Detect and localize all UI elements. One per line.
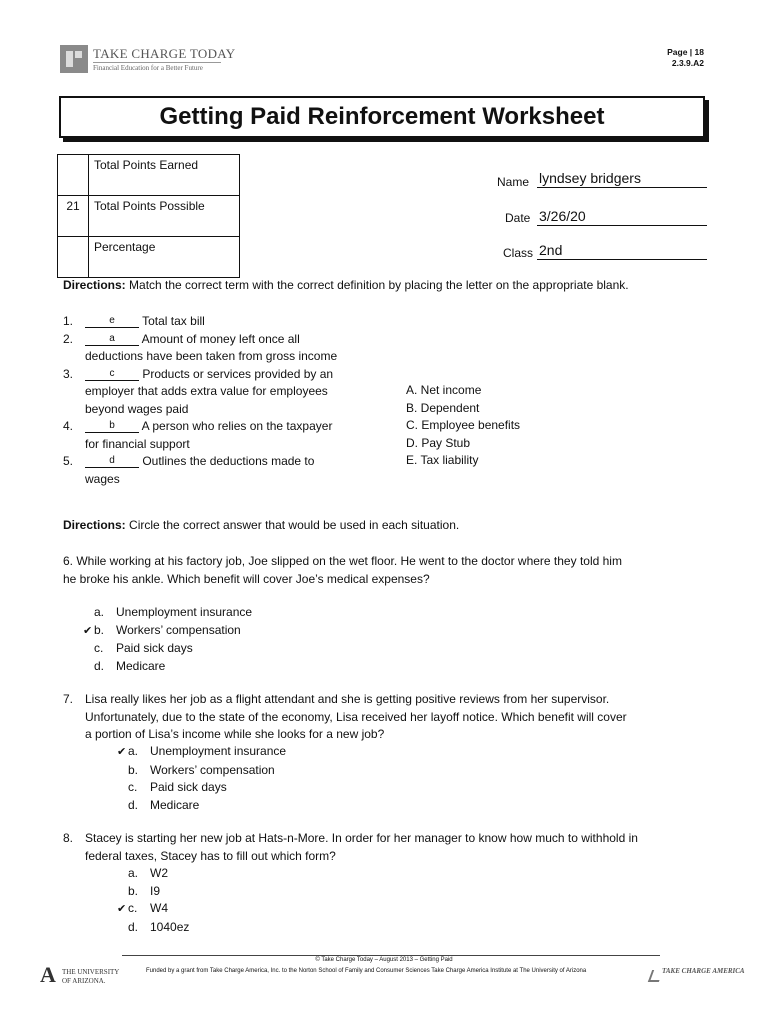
question-text: he broke his ankle. Which benefit will cover Joe’s medical expenses? bbox=[63, 571, 430, 586]
table-row bbox=[58, 155, 240, 196]
class-field[interactable]: 2nd bbox=[537, 242, 707, 260]
option-b[interactable]: b. I9 bbox=[128, 883, 161, 898]
option-a[interactable]: ✔ a. Unemployment insurance bbox=[117, 743, 286, 762]
option-b[interactable]: ✔ b. Workers’ compensation bbox=[83, 622, 252, 641]
question-8-options bbox=[117, 865, 189, 936]
option-d[interactable]: d. 1040ez bbox=[128, 919, 190, 934]
question-8 bbox=[63, 830, 743, 865]
question-text: federal taxes, Stacey has to fill out which form? bbox=[85, 848, 336, 863]
matching-directions bbox=[63, 277, 723, 295]
list-item: 5. d Outlines the deductions made to wages bbox=[63, 454, 315, 486]
date-field[interactable]: 3/26/20 bbox=[537, 208, 707, 226]
org-name: TAKE CHARGE TODAY bbox=[93, 46, 236, 61]
footer-divider bbox=[122, 955, 660, 956]
check-icon: ✔ bbox=[117, 903, 127, 915]
take-charge-america-name: TAKE CHARGE AMERICA bbox=[662, 967, 745, 975]
org-tagline: Financial Education for a Better Future bbox=[93, 64, 203, 72]
question-6 bbox=[63, 553, 743, 588]
class-label: Class bbox=[503, 246, 534, 260]
check-icon: ✔ bbox=[83, 624, 93, 637]
logo-divider bbox=[93, 62, 221, 63]
question-text: 7. Lisa really likes her job as a flight attendant and she is getting positive reviews from her supervisor. bbox=[63, 692, 610, 706]
terms-list bbox=[406, 382, 520, 470]
answer-blank[interactable]: c bbox=[85, 369, 139, 381]
footer-copyright: © Take Charge Today – August 2013 – Getting Paid bbox=[315, 957, 453, 963]
university-of-arizona-logo-icon: A bbox=[40, 962, 56, 987]
option-d[interactable]: d. Medicare bbox=[94, 658, 166, 673]
question-6-options bbox=[83, 604, 252, 675]
page-number-block bbox=[667, 47, 704, 69]
doc-code: 2.3.9.A2 bbox=[671, 58, 704, 68]
points-earned-value[interactable] bbox=[58, 155, 89, 196]
option-c[interactable]: ✔ c. W4 bbox=[117, 900, 189, 919]
page-label: Page | 18 bbox=[667, 47, 704, 57]
circle-directions bbox=[63, 517, 459, 535]
answer-blank[interactable]: d bbox=[85, 456, 139, 468]
term-item: C. Employee benefits bbox=[406, 418, 521, 432]
name-field[interactable]: lyndsey bridgers bbox=[537, 170, 707, 188]
list-item: 4. b A person who relies on the taxpayer for financial support bbox=[63, 419, 333, 451]
directions-bold: Directions: bbox=[63, 518, 126, 532]
question-text: 6. While working at his factory job, Joe slipped on the wet floor. He went to the doctor where they told him bbox=[63, 554, 622, 568]
directions-text: Match the correct term with the correct definition by placing the letter on the appropriate blank. bbox=[125, 278, 629, 292]
points-possible-value: 21 bbox=[58, 196, 89, 237]
term-item: E. Tax liability bbox=[406, 453, 479, 467]
take-charge-today-logo-icon bbox=[60, 45, 88, 73]
directions-text: Circle the correct answer that would be used in each situation. bbox=[125, 518, 460, 532]
table-row bbox=[58, 237, 240, 278]
take-charge-america-logo-icon bbox=[648, 970, 663, 982]
points-earned-label: Total Points Earned bbox=[89, 155, 240, 196]
date-label: Date bbox=[505, 211, 531, 225]
option-b[interactable]: b. Workers’ compensation bbox=[128, 762, 275, 777]
table-row bbox=[58, 196, 240, 237]
university-name: THE UNIVERSITY OF ARIZONA. bbox=[62, 968, 120, 985]
page-title: Getting Paid Reinforcement Worksheet bbox=[159, 103, 605, 130]
name-label: Name bbox=[497, 175, 530, 189]
question-7-options bbox=[117, 743, 286, 814]
answer-blank[interactable]: e bbox=[85, 316, 139, 328]
check-icon: ✔ bbox=[117, 746, 127, 758]
matching-list bbox=[63, 313, 363, 488]
points-table bbox=[57, 154, 240, 278]
option-d[interactable]: d. Medicare bbox=[128, 797, 200, 812]
option-a[interactable]: a. Unemployment insurance bbox=[94, 605, 253, 619]
footer-funding: Funded by a grant from Take Charge America, Inc. to the Norton School of Family and Consumer Sciences Take Charge America Institute at The University of Arizona bbox=[146, 968, 587, 974]
title-banner bbox=[59, 96, 705, 138]
question-text: a portion of Lisa’s income while she looks for a new job? bbox=[85, 727, 385, 741]
term-item: B. Dependent bbox=[406, 400, 480, 415]
answer-blank[interactable]: a bbox=[85, 334, 139, 346]
list-item: 1. e Total tax bill bbox=[63, 314, 205, 328]
option-c[interactable]: c. Paid sick days bbox=[128, 780, 227, 794]
list-item: 2. a Amount of money left once all deductions have been taken from gross income bbox=[63, 331, 338, 363]
term-item: D. Pay Stub bbox=[406, 435, 471, 450]
directions-bold: Directions: bbox=[63, 278, 126, 292]
percentage-value[interactable] bbox=[58, 237, 89, 278]
question-text: 8. Stacey is starting her new job at Hats-n-More. In order for her manager to know how much to withhold in bbox=[63, 831, 638, 845]
question-text: Unfortunately, due to the state of the economy, Lisa received her layoff notice. Which benefit will cover bbox=[85, 709, 627, 724]
percentage-label: Percentage bbox=[89, 237, 240, 278]
term-item: A. Net income bbox=[406, 383, 482, 397]
points-possible-label: Total Points Possible bbox=[89, 196, 240, 237]
answer-blank[interactable]: b bbox=[85, 421, 139, 433]
option-a[interactable]: a. W2 bbox=[128, 866, 168, 880]
question-7 bbox=[63, 691, 743, 744]
list-item: 3. c Products or services provided by an employer that adds extra value for employees beyond wages paid bbox=[63, 366, 334, 416]
option-c[interactable]: c. Paid sick days bbox=[94, 641, 193, 655]
